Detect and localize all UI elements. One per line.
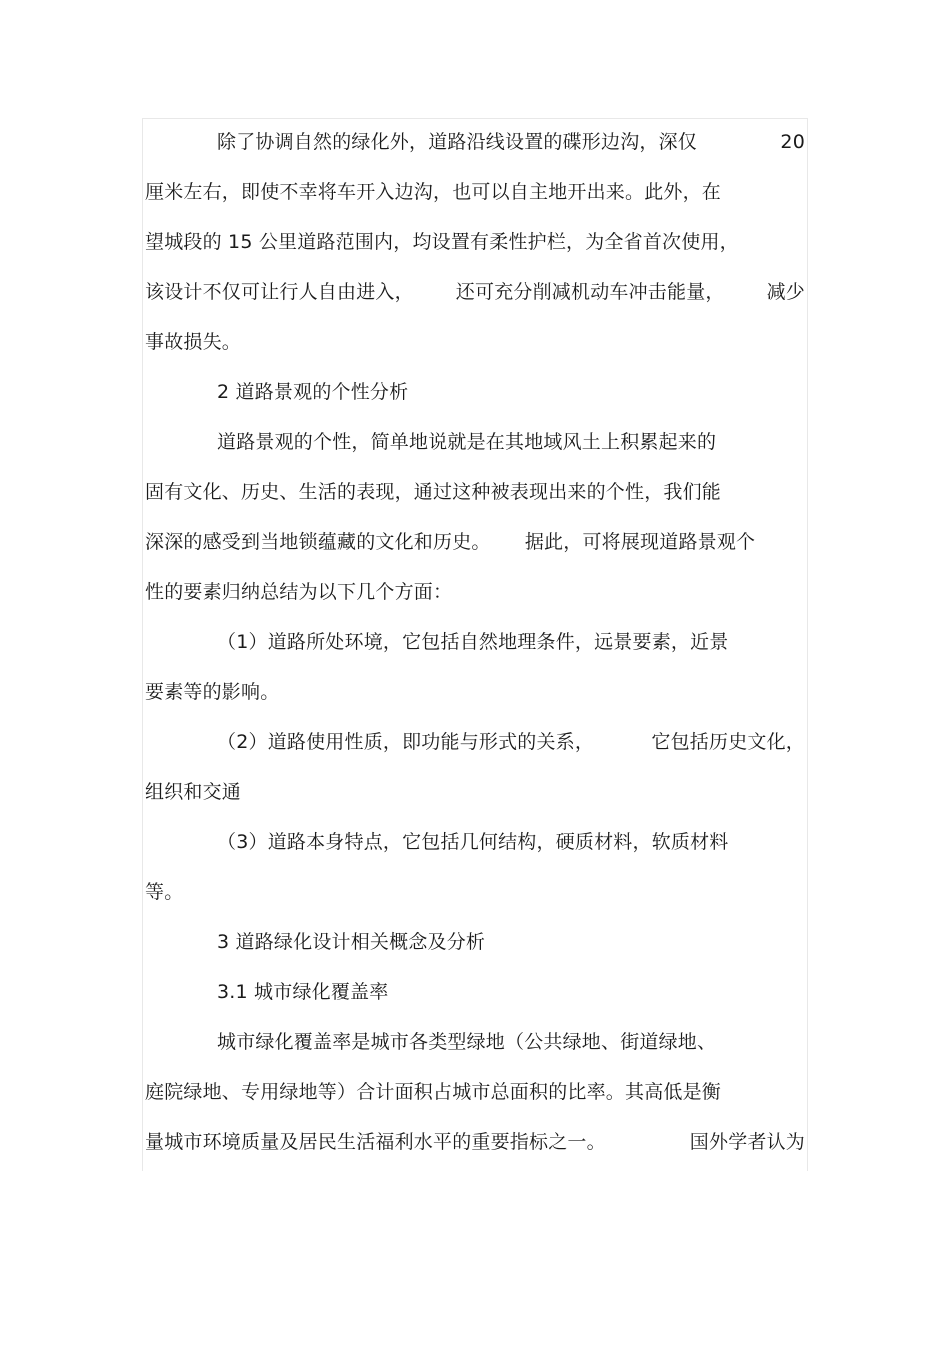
text-span: 20 <box>780 131 805 153</box>
text-line <box>145 330 805 354</box>
text-span: 量城市环境质量及居民生活福利水平的重要指标之一。 <box>145 1131 606 1153</box>
text-line <box>145 680 805 704</box>
text-span: 固有文化、历史、生活的表现，通过这种被表现出来的个性，我们能 <box>145 481 722 503</box>
list-item <box>217 630 805 654</box>
text-line <box>145 280 805 304</box>
text-span: 城市绿化覆盖率是城市各类型绿地（公共绿地、街道绿地、 <box>217 1031 717 1053</box>
text-span: （1）道路所处环境，它包括自然地理条件，远景要素，近景 <box>217 631 729 653</box>
text-span: （2）道路使用性质，即功能与形式的关系， <box>217 731 595 753</box>
text-span: 3 道路绿化设计相关概念及分析 <box>217 931 486 953</box>
text-span: 据此，可将展现道路景观个 <box>524 531 756 553</box>
text-span: 要素等的影响。 <box>145 681 280 703</box>
section-heading <box>217 380 805 404</box>
list-item <box>217 830 805 854</box>
text-span: 它包括历史文化， <box>651 731 805 753</box>
text-line <box>217 1030 805 1054</box>
text-span: 组织和交通 <box>145 781 242 803</box>
text-span: 国外学者认为 <box>689 1131 805 1153</box>
text-line <box>145 480 805 504</box>
text-span: 深深的感受到当地锁蕴藏的文化和历史。 <box>145 531 491 553</box>
text-span: 事故损失。 <box>145 331 242 353</box>
text-line <box>145 530 805 554</box>
text-span: 望城段的 15 公里道路范围内，均设置有柔性护栏，为全省首次使用， <box>145 231 739 253</box>
text-span: 除了协调自然的绿化外，道路沿线设置的碟形边沟，深仅 <box>217 131 698 153</box>
text-span: 厘米左右，即使不幸将车开入边沟，也可以自主地开出来。此外，在 <box>145 181 722 203</box>
text-span: 庭院绿地、专用绿地等）合计面积占城市总面积的比率。其高低是衡 <box>145 1081 722 1103</box>
text-line <box>145 880 805 904</box>
text-span: 道路景观的个性，简单地说就是在其地域风土上积累起来的 <box>217 431 717 453</box>
subsection-heading <box>217 980 805 1004</box>
text-line <box>145 1080 805 1104</box>
text-line <box>145 1130 805 1154</box>
text-span: 3.1 城市绿化覆盖率 <box>217 981 389 1003</box>
text-span: 该设计不仅可让行人自由进入， <box>145 281 414 303</box>
text-span: 等。 <box>145 881 184 903</box>
text-span: 2 道路景观的个性分析 <box>217 381 409 403</box>
text-span: （3）道路本身特点，它包括几何结构，硬质材料，软质材料 <box>217 831 729 853</box>
text-line <box>217 430 805 454</box>
text-line <box>145 580 805 604</box>
text-span: 性的要素归纳总结为以下几个方面： <box>145 581 453 603</box>
text-line <box>145 180 805 204</box>
text-span: 减少 <box>766 281 805 303</box>
list-item <box>217 730 805 754</box>
text-line <box>145 230 805 254</box>
text-span: 还可充分削减机动车冲击能量， <box>455 281 725 303</box>
section-heading <box>217 930 805 954</box>
text-line <box>145 780 805 804</box>
text-line <box>217 130 805 154</box>
